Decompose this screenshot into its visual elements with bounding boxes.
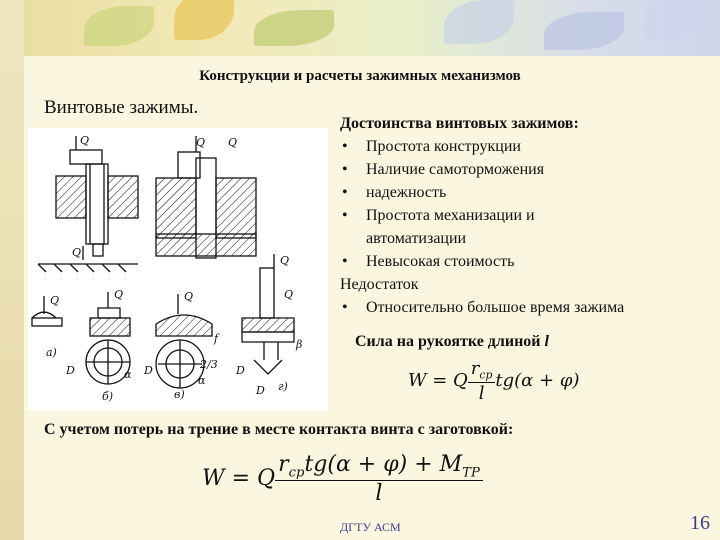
- figure-label: Q: [184, 290, 194, 303]
- force-label: Сила на рукоятке длиной l: [355, 333, 549, 350]
- figure-label: г): [278, 380, 288, 393]
- list-item-continuation: автоматизации: [366, 230, 467, 247]
- friction-note: С учетом потерь на трение в месте контакта винта с заготовкой:: [44, 421, 514, 438]
- decorative-header-banner: [24, 0, 720, 56]
- figure-label: а): [46, 346, 57, 359]
- figure-label: 2/3: [200, 358, 218, 371]
- list-item: • Простота механизации и: [340, 204, 716, 227]
- figure-label: Q: [50, 294, 60, 307]
- figure-label: Q: [72, 246, 82, 259]
- formula-simple: W = Q $\frac{r_{ср}}{l}$ tg(α + φ): [408, 358, 580, 404]
- figure-label: D: [144, 364, 153, 377]
- figure-label: D: [66, 364, 75, 377]
- drawback-heading: Недостаток: [340, 276, 419, 293]
- figure-label: α: [124, 368, 132, 381]
- formula-with-friction: W = Q $\frac{r_{ср}tg(\alpha + \varphi) + M_{ТР}}{l}$: [202, 452, 483, 506]
- figure-label: Q: [284, 288, 294, 301]
- advantages-list: [340, 112, 716, 319]
- figure-label: в): [174, 388, 185, 401]
- figure-label: Q: [114, 288, 124, 301]
- figure-label: Q: [80, 134, 90, 147]
- slide-title: Конструкции и расчеты зажимных механизмов: [199, 68, 521, 84]
- list-item: • Наличие самоторможения: [340, 158, 716, 181]
- page-number: 16: [690, 512, 710, 534]
- figure-label: f: [214, 332, 219, 345]
- screw-clamp-drawing: [28, 128, 328, 410]
- figure-label: D: [236, 364, 245, 377]
- figure-label: Q: [280, 254, 290, 267]
- figure-label: D: [256, 384, 265, 397]
- list-item: • надежность: [340, 181, 716, 204]
- advantages-heading: Достоинства винтовых зажимов:: [340, 115, 579, 132]
- figure-label: Q: [196, 136, 206, 149]
- figure-label: б): [102, 390, 114, 403]
- list-item: • Простота конструкции: [340, 135, 716, 158]
- footer-text: ДГТУ АСМ: [340, 520, 401, 534]
- figure-label: α: [198, 374, 206, 387]
- list-item: • Невысокая стоимость: [340, 250, 716, 273]
- section-subtitle: Винтовые зажимы.: [44, 97, 199, 118]
- list-item: • Относительно большое время зажима: [340, 296, 716, 319]
- figure-label: Q: [228, 136, 238, 149]
- figure-label: β: [296, 338, 303, 351]
